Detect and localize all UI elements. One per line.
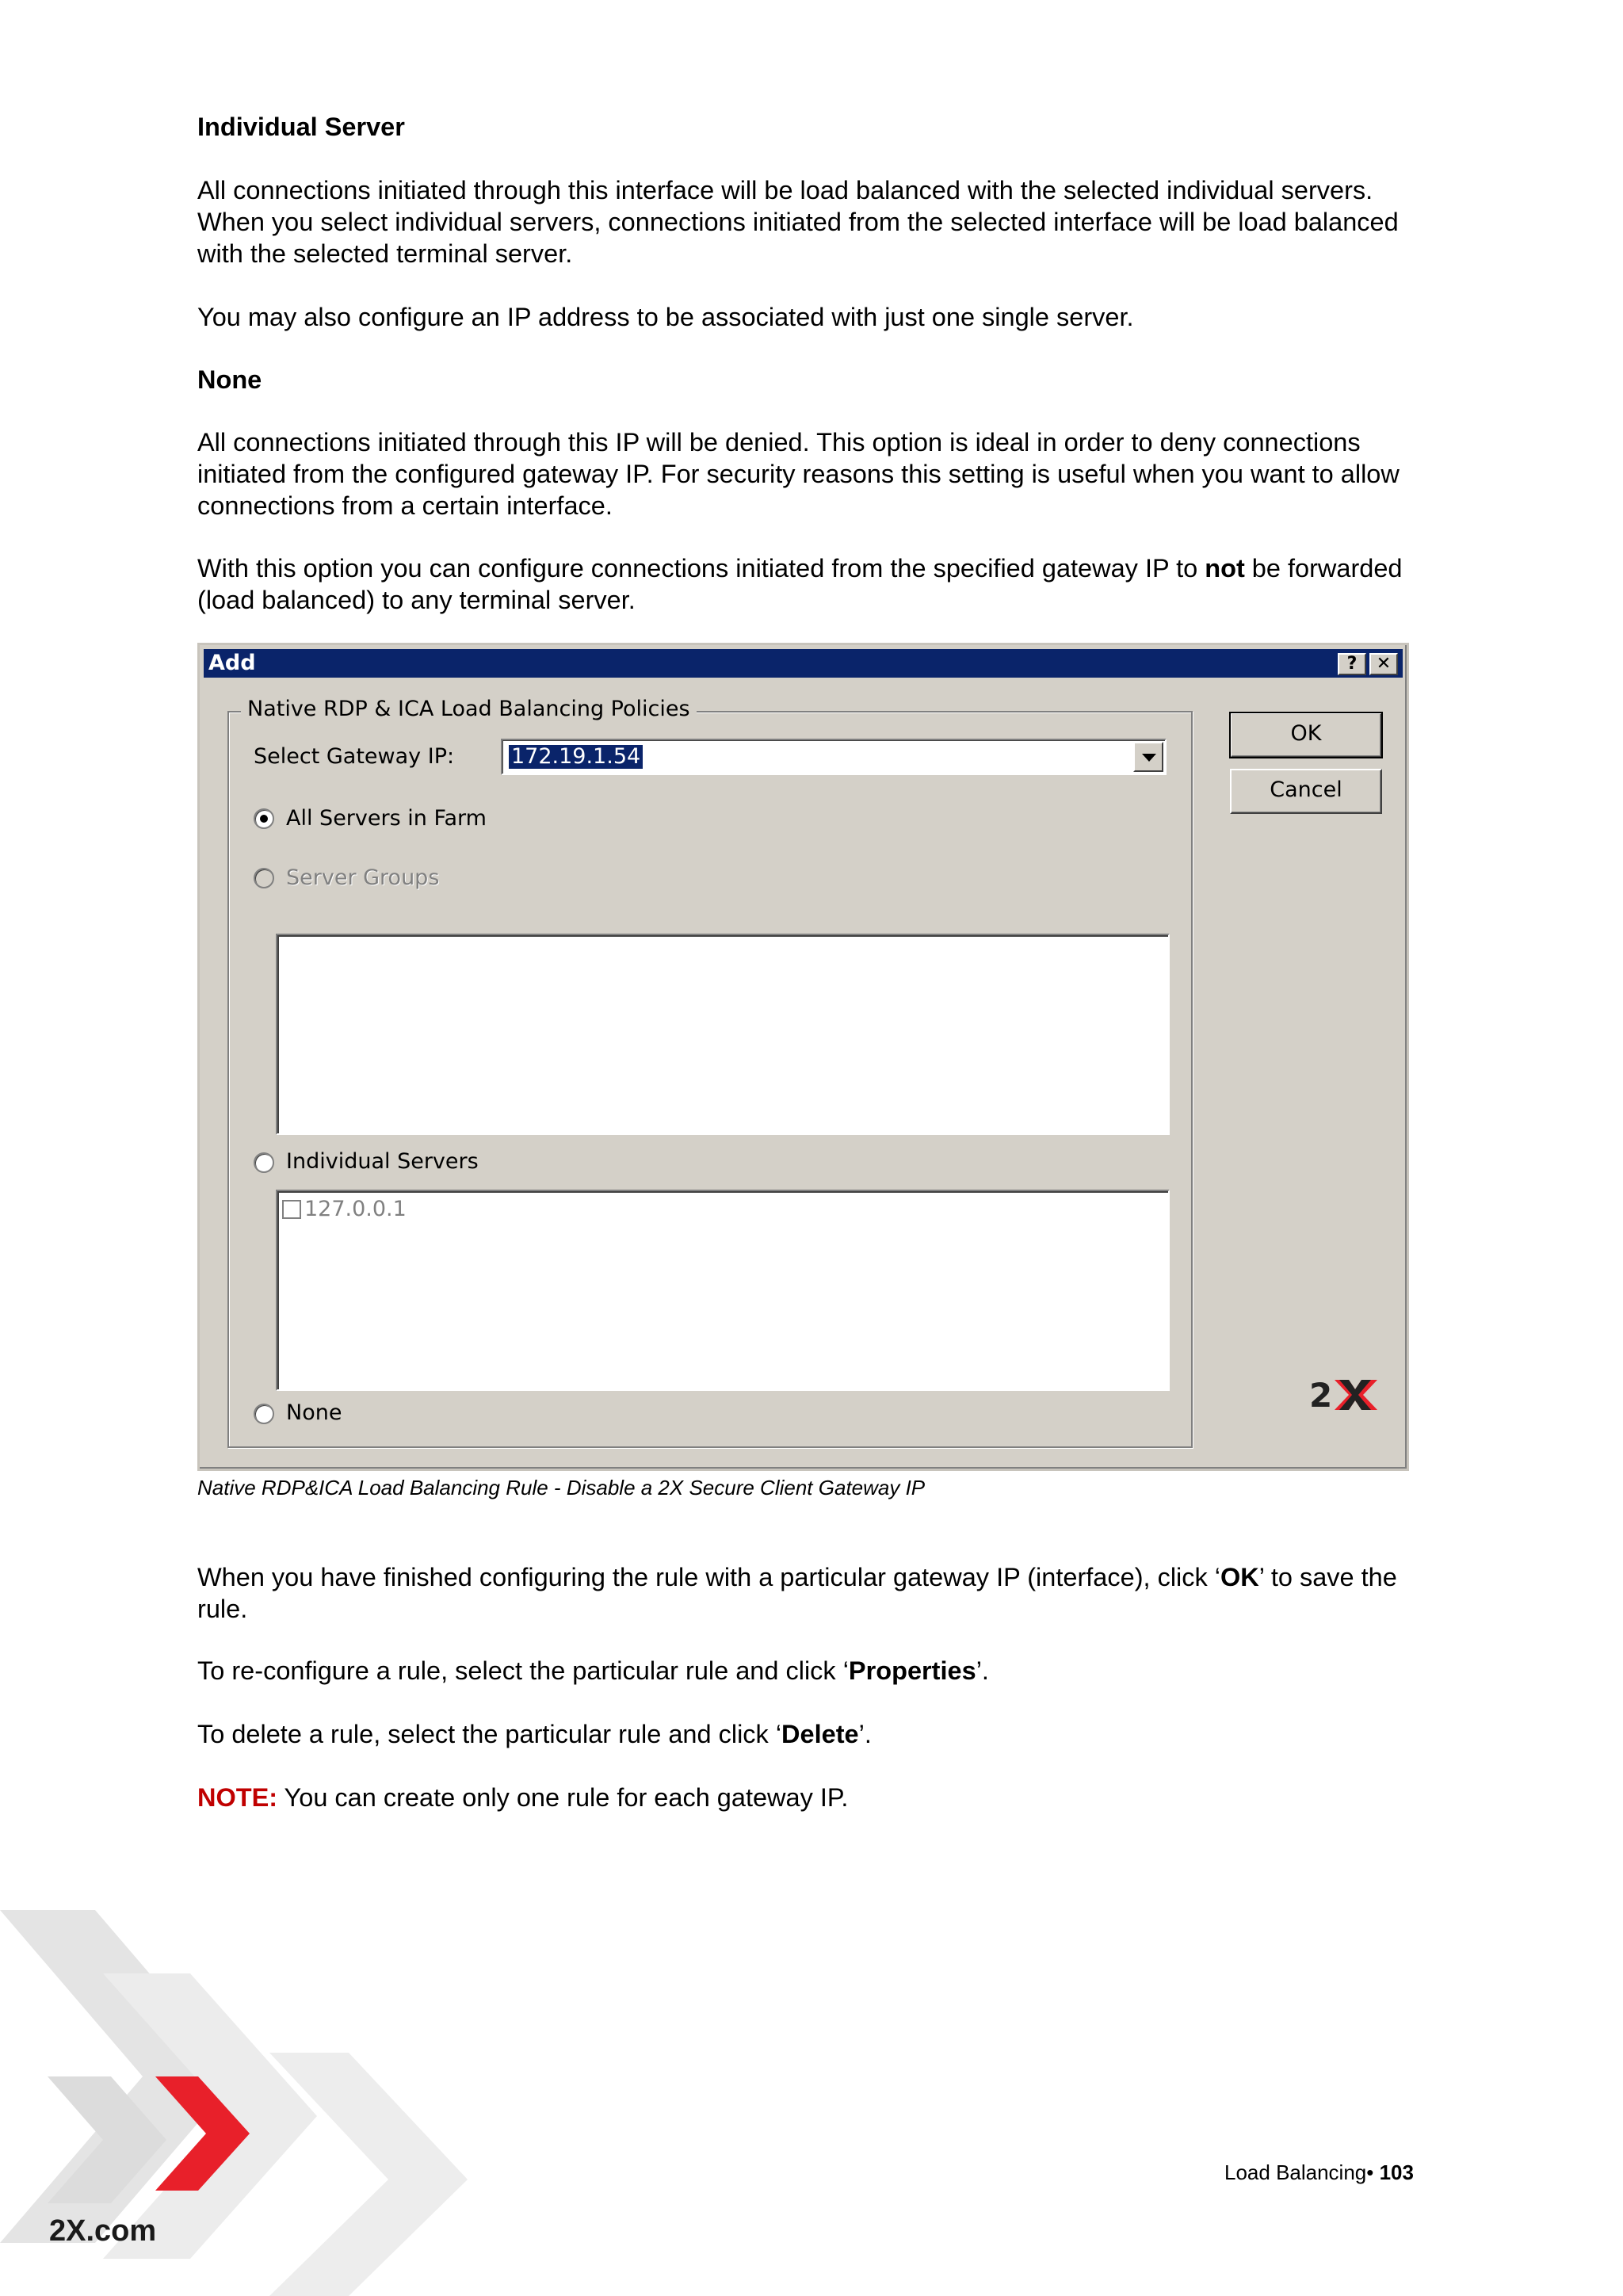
radio-server-groups[interactable] (254, 868, 274, 888)
emphasis-delete: Delete (781, 1720, 859, 1748)
policies-group-label: Native RDP & ICA Load Balancing Policies (241, 697, 697, 722)
emphasis-properties: Properties (848, 1656, 976, 1685)
heading-none: None (197, 365, 262, 394)
radio-none[interactable] (254, 1404, 274, 1424)
add-dialog (197, 643, 1409, 1471)
text-span: be forwarded (load balanced) to any terminal server. (197, 554, 1403, 614)
dialog-titlebar (204, 649, 1403, 678)
chevron-down-icon[interactable] (1133, 742, 1163, 772)
text-span: With this option you can configure connections initiated from the specified gateway IP to (197, 554, 1205, 583)
figure-caption: Native RDP&ICA Load Balancing Rule - Disable a 2X Secure Client Gateway IP (197, 1476, 926, 1499)
note-text: You can create only one rule for each gateway IP. (277, 1783, 849, 1812)
server-ip-label: 127.0.0.1 (304, 1197, 407, 1221)
paragraph-single-server: You may also configure an IP address to be associated with just one single server. (197, 303, 1134, 331)
2x-logo-icon (1308, 1375, 1381, 1413)
list-item[interactable] (282, 1198, 407, 1221)
paragraph-none: All connections initiated through this IP will be denied. This option is ideal in order to deny connections initiated from the configured gateway IP. For security reasons this setting is useful when you want to allow connections from a certain interface. (197, 428, 1400, 520)
dialog-title: Add (208, 651, 256, 675)
text-span: ’. (976, 1656, 989, 1685)
text-span: ’ to save the rule. (197, 1563, 1397, 1623)
text-span: To delete a rule, select the particular rule and click ‘ (197, 1720, 782, 1748)
ok-button[interactable]: OK (1230, 712, 1382, 758)
gateway-ip-label: Select Gateway IP: (254, 744, 455, 769)
cancel-button[interactable]: Cancel (1230, 769, 1382, 814)
gateway-ip-value: 172.19.1.54 (509, 745, 643, 769)
footer-section: Load Balancing• (1224, 2160, 1380, 2184)
note-paragraph (197, 1782, 1434, 1813)
radio-individual-servers[interactable] (254, 1152, 274, 1173)
heading-individual-server: Individual Server (197, 113, 405, 141)
server-groups-listbox[interactable] (276, 934, 1170, 1135)
text-span: ’. (858, 1720, 872, 1748)
radio-server-groups-label: Server Groups (286, 865, 440, 890)
svg-text:2: 2 (1309, 1376, 1333, 1413)
note-label: NOTE: (197, 1783, 278, 1812)
brand-footer[interactable]: 2X.com (49, 2214, 157, 2248)
gateway-ip-select[interactable] (501, 739, 1167, 775)
text-span: When you have finished configuring the rule with a particular gateway IP (interface), click ‘ (197, 1563, 1221, 1591)
emphasis-not: not (1205, 554, 1245, 583)
paragraph-individual-server: All connections initiated through this interface will be load balanced with the selected individual servers. When you select individual servers, connections initiated from the selected interface will be load balanced with the selected terminal server. (197, 176, 1399, 268)
individual-servers-listbox[interactable] (276, 1190, 1170, 1391)
radio-all-servers[interactable] (254, 808, 274, 829)
text-span: To re-configure a rule, select the particular rule and click ‘ (197, 1656, 849, 1685)
paragraph-not-forwarded (197, 552, 1434, 616)
radio-all-servers-label: All Servers in Farm (286, 806, 487, 831)
close-button[interactable]: ✕ (1369, 653, 1398, 675)
paragraph-save-rule (197, 1561, 1434, 1625)
emphasis-ok: OK (1220, 1563, 1259, 1591)
page-number: 103 (1379, 2160, 1414, 2184)
paragraph-reconfigure-rule (197, 1655, 1434, 1687)
page-footer (1224, 2159, 1414, 2186)
radio-none-label: None (286, 1400, 342, 1425)
radio-individual-servers-label: Individual Servers (286, 1149, 479, 1174)
help-button[interactable]: ? (1338, 653, 1366, 675)
server-checkbox[interactable] (282, 1200, 301, 1219)
paragraph-delete-rule (197, 1718, 1434, 1750)
